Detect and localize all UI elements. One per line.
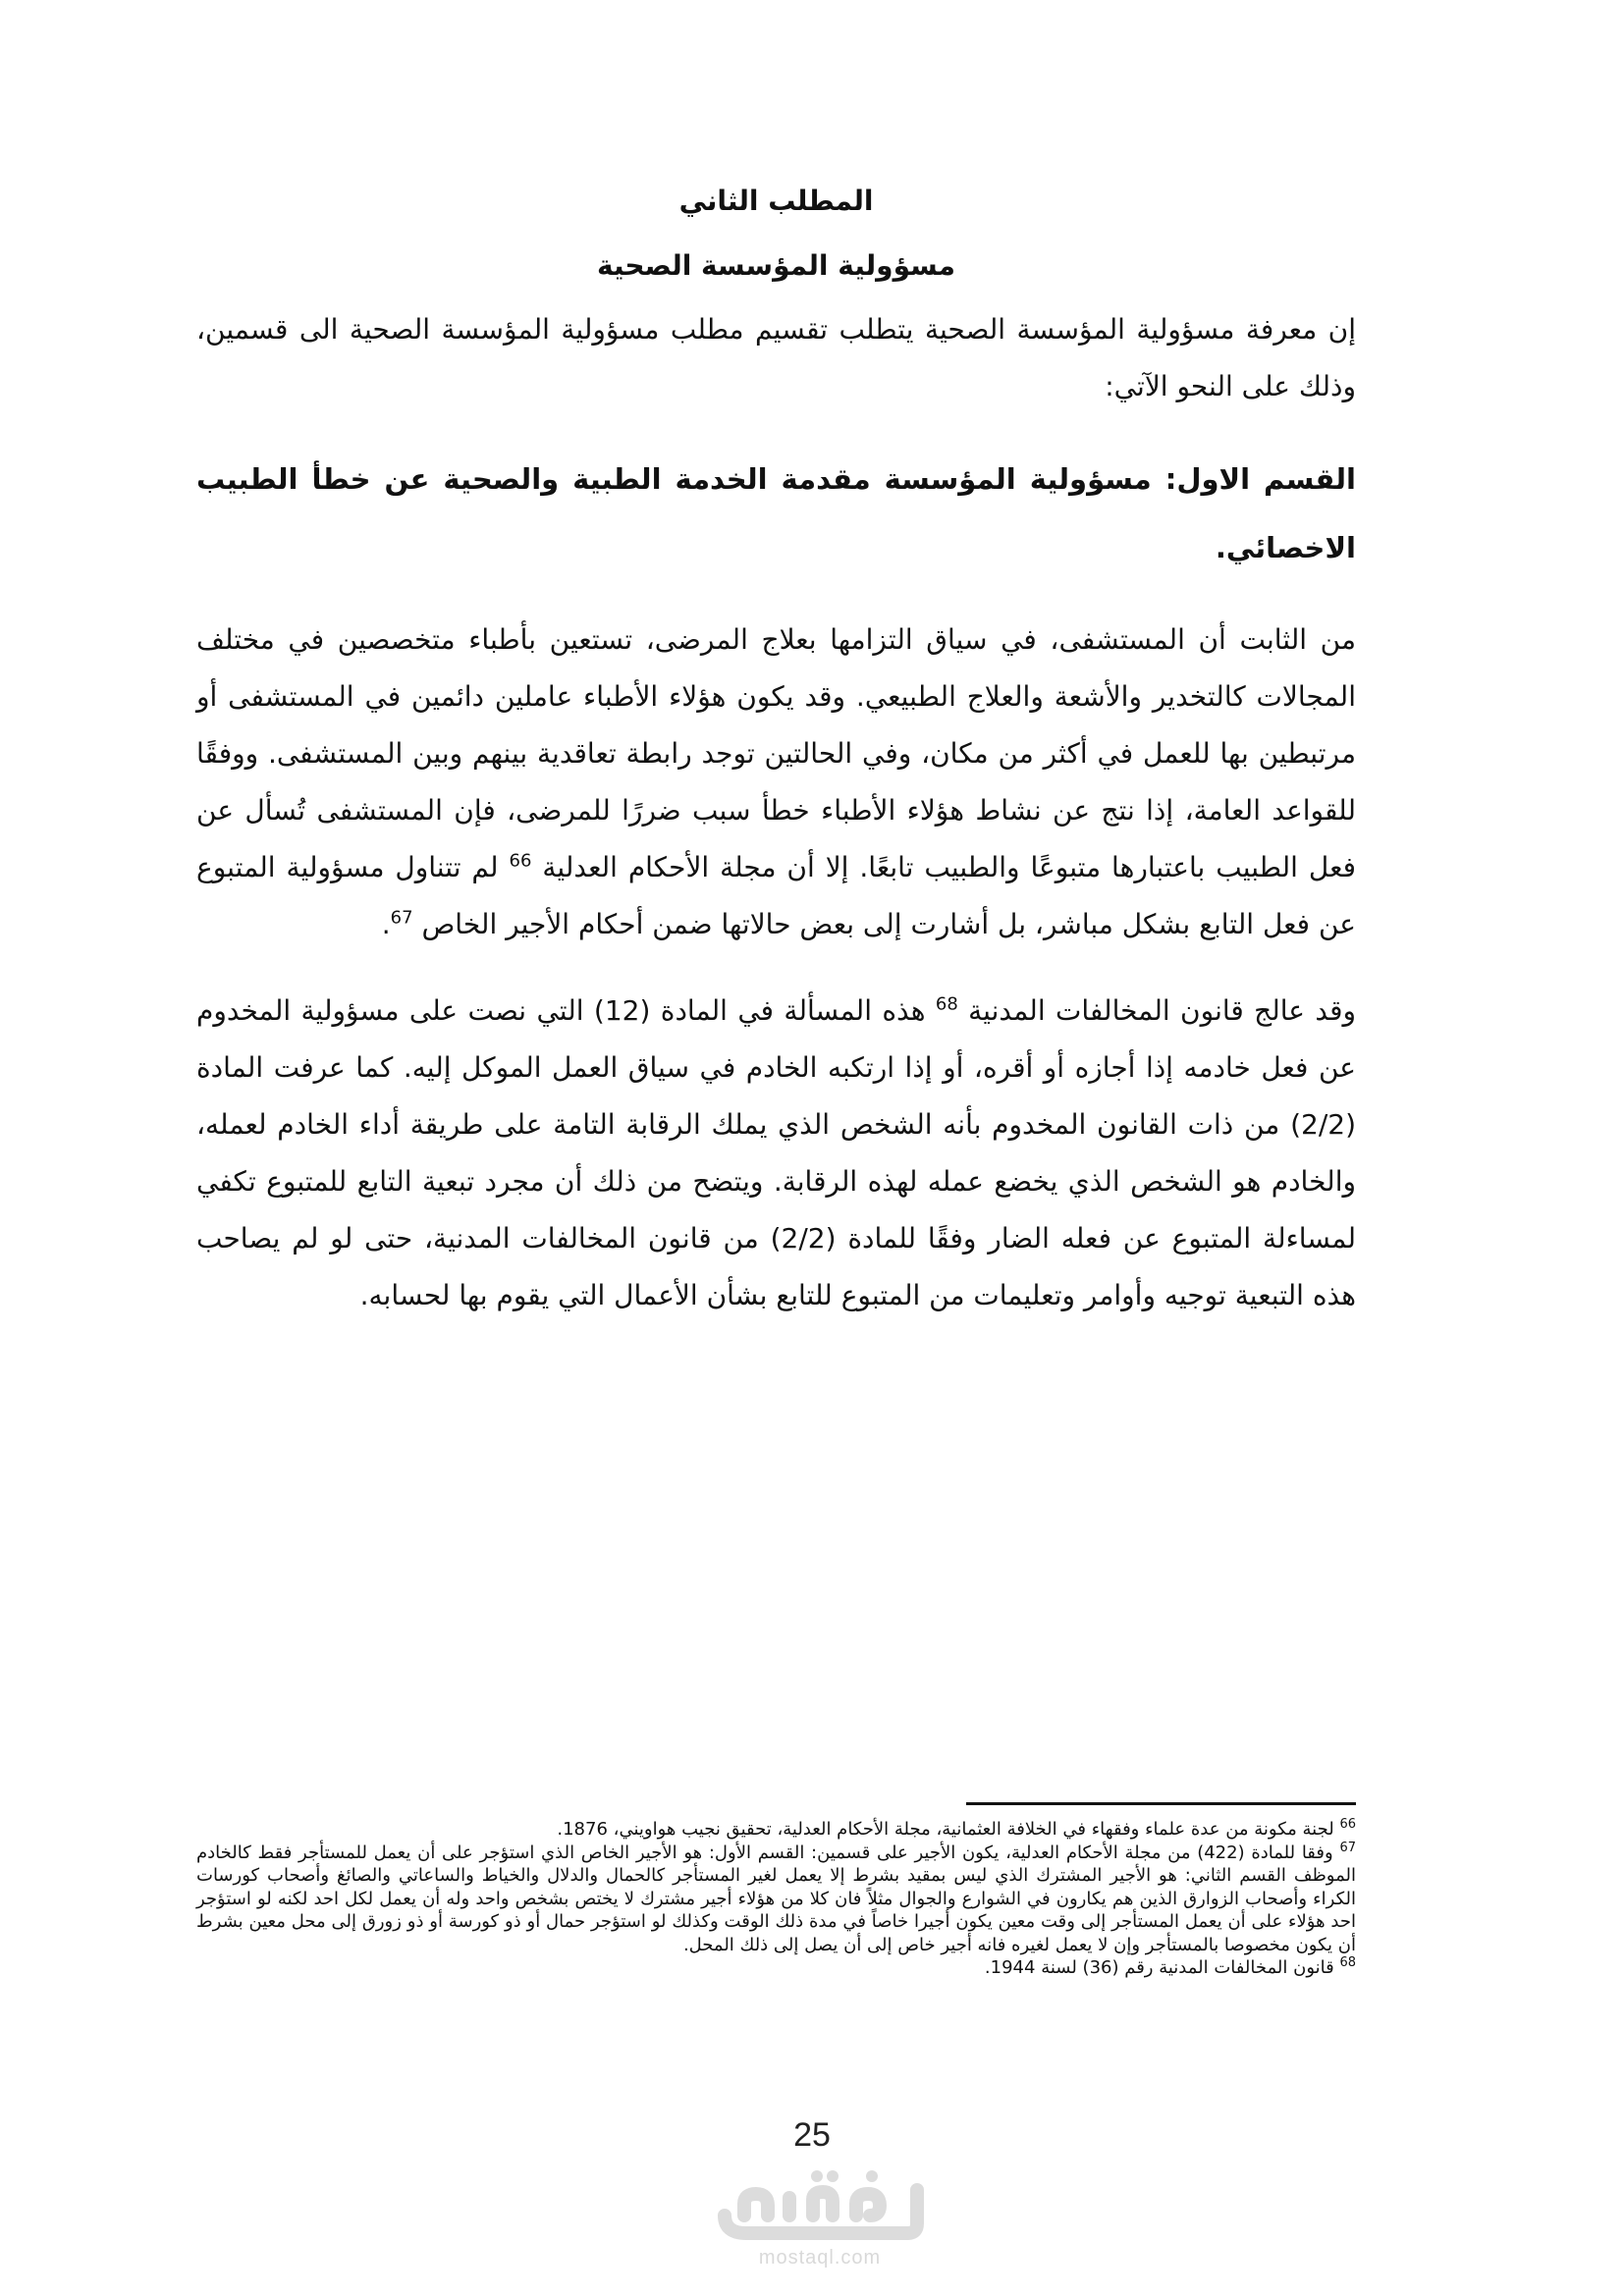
footnote-text: قانون المخالفات المدنية رقم (36) لسنة 1944. [984, 1957, 1334, 1978]
footnote-number: 68 [1339, 1955, 1356, 1970]
mostaql-watermark [707, 2164, 933, 2272]
paragraph-civil-wrongs-law [196, 983, 1356, 1324]
paragraph-hospital-liability [196, 612, 1356, 953]
footnote-item [196, 1956, 1356, 1980]
paragraph-text: وقد عالج قانون المخالفات المدنية [968, 994, 1356, 1027]
footnote-text: وفقا للمادة (422) من مجلة الأحكام العدلية، يكون الأجير على قسمين: القسم الأول: هو الأجير الخاص الذي استؤجر على أن يعمل للمستأجر فقط كالخادم الموظف القسم الثاني: هو الأجير المشترك الذي ليس بمقيد بشرط إلا يعمل لغير المستأجر كالحمال والدلال والخياط والساعاتي والصائغ وأصحاب كورسات الكراء وأصحاب الزوارق الذين هم يكارون في الشوارع والجوال مثلاً فان كلا من هؤلاء أجير مشترك لا يختص بشخص واحد وله أن يعمل لكل احد لكنه لو استؤجر احد هؤلاء على أن يعمل المستأجر إلى وقت معين يكون أجيرا خاصاً في مدة ذلك الوقت وكذلك لو استؤجر حمال أو ذو كورسة أو ذو زورق إلى محل معين بشرط أن يكون مخصوصا بالمستأجر وإن لا يعمل لغيره فانه أجير خاص إلى أن يصل إلى ذلك المحل. [196, 1842, 1356, 1955]
footnote-separator [966, 1802, 1356, 1805]
footnote-ref[interactable]: 66 [509, 850, 532, 872]
heading-section: المطلب الثاني [678, 185, 874, 217]
mostaql-logo-icon [707, 2164, 933, 2249]
paragraph-text: لم تتناول مسؤولية المتبوع عن فعل التابع بشكل مباشر، بل أشارت إلى بعض حالاتها ضمن أحكام الأجير الخاص [196, 851, 1356, 940]
main-content [196, 182, 1356, 1354]
heading-subject: مسؤولية المؤسسة الصحية [597, 249, 955, 282]
section-1-title: القسم الاول: مسؤولية المؤسسة مقدمة الخدمة الطبية والصحية عن خطأ الطبيب الاخصائي. [196, 462, 1356, 564]
intro-paragraph: إن معرفة مسؤولية المؤسسة الصحية يتطلب تقسيم مطلب مسؤولية المؤسسة الصحية الى قسمين، وذلك على النحو الآتي: [196, 313, 1356, 402]
paragraph-text: من الثابت أن المستشفى، في سياق التزامها بعلاج المرضى، تستعين بأطباء متخصصين في مختلف المجالات كالتخدير والأشعة والعلاج الطبيعي. وقد يكون هؤلاء الأطباء عاملين دائمين في المستشفى أو مرتبطين بها للعمل في أكثر من مكان، وفي الحالتين توجد رابطة تعاقدية بينهم وبين المستشفى. ووفقًا للقواعد العامة، إذا نتج عن نشاط هؤلاء الأطباء خطأ سبب ضررًا للمرضى، فإن المستشفى تُسأل عن فعل الطبيب باعتبارها متبوعًا والطبيب تابعًا. إلا أن مجلة الأحكام العدلية [196, 623, 1356, 883]
paragraph-text: . [381, 908, 391, 940]
footnotes [196, 1818, 1356, 1980]
paragraph-text: هذه المسألة في المادة (12) التي نصت على مسؤولية المخدوم عن فعل خادمه إذا أجازه أو أقره، أو إذا ارتكبه الخادم في سياق العمل الموكل إليه. كما عرفت المادة (2/2) من ذات القانون المخدوم بأنه الشخص الذي يملك الرقابة التامة على طريقة أداء الخادم لعمله، والخادم هو الشخص الذي يخضع عمله لهذه الرقابة. ويتضح من ذلك أن مجرد تبعية التابع للمتبوع تكفي لمساءلة المتبوع عن فعله الضار وفقًا للمادة (2/2) من قانون المخالفات المدنية، حتى لو لم يصاحب هذه التبعية توجيه وأوامر وتعليمات من المتبوع للتابع بشأن الأعمال التي يقوم بها لحسابه. [196, 994, 1356, 1311]
footnote-ref[interactable]: 67 [390, 907, 413, 929]
footnote-text: لجنة مكونة من عدة علماء وفقهاء في الخلافة العثمانية، مجلة الأحكام العدلية، تحقيق نجيب هواويني، 1876. [557, 1819, 1334, 1840]
watermark-url: mostaql.com [758, 2247, 882, 2269]
footnote-number: 67 [1339, 1840, 1356, 1855]
footnote-number: 66 [1339, 1817, 1356, 1832]
footnote-item [196, 1842, 1356, 1957]
page-number: 25 [793, 2116, 831, 2154]
footnote-ref[interactable]: 68 [935, 993, 958, 1015]
footnote-item [196, 1818, 1356, 1842]
